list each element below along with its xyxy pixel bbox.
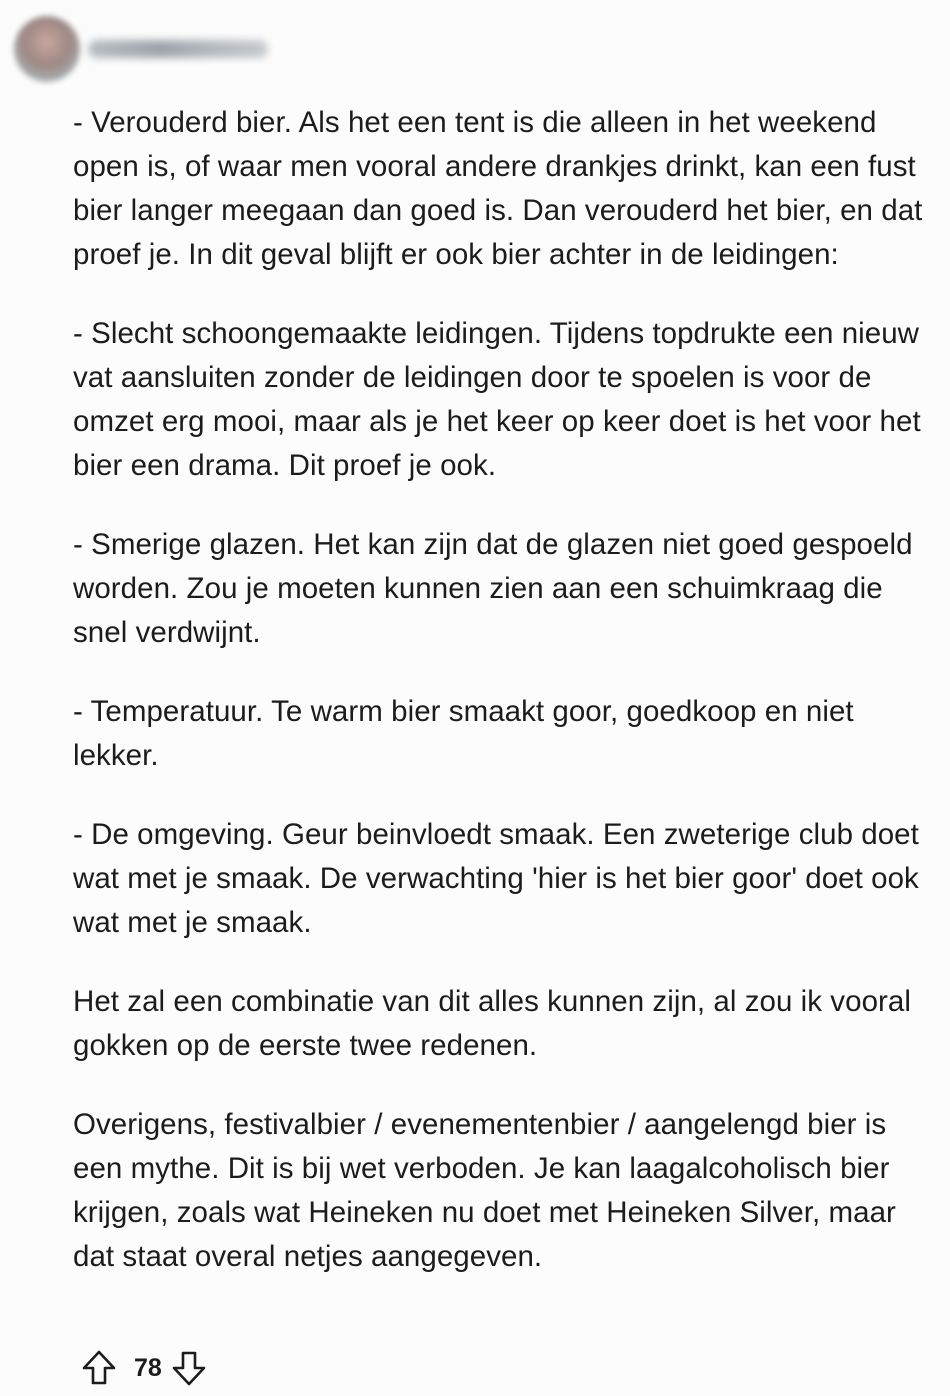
comment-paragraph: - Verouderd bier. Als het een tent is die alleen in het weekend open is, of waar men vooral andere drankjes drinkt, kan een fust bier langer meegaan dan goed is. Dan verouderd het bier, en dat proef je. In dit geval blijft er ook bier achter in de leidingen: <box>73 106 923 271</box>
comment-paragraph: Het zal een combinatie van dit alles kunnen zijn, al zou ik vooral gokken op de eerste twee redenen. <box>73 985 911 1062</box>
arrow-down-icon <box>172 1350 206 1386</box>
comment-paragraph: - Smerige glazen. Het kan zijn dat de glazen niet goed gespoeld worden. Zou je moeten kunnen zien aan een schuimkraag die snel verdwijnt. <box>73 528 913 649</box>
comment-body <box>73 101 933 1279</box>
comment-paragraph: - Slecht schoongemaakte leidingen. Tijdens topdrukte een nieuw vat aansluiten zonder de leidingen door te spoelen is voor de omzet erg mooi, maar als je het keer op keer doet is het voor het bier een drama. Dit proef je ook. <box>73 317 921 482</box>
comment-paragraph: - Temperatuur. Te warm bier smaakt goor, goedkoop en niet lekker. <box>73 695 854 772</box>
comment-paragraph: Overigens, festivalbier / evenementenbier / aangelengd bier is een mythe. Dit is bij wet verboden. Je kan laagalcoholisch bier krijgen, zoals wat Heineken nu doet met Heineken Silver, maar dat staat overal netjes aangegeven. <box>73 1108 896 1273</box>
vote-bar <box>80 1346 208 1390</box>
comment-paragraph: - De omgeving. Geur beinvloedt smaak. Een zweterige club doet wat met je smaak. De verwachting 'hier is het bier goor' doet ook wat met je smaak. <box>73 818 919 939</box>
upvote-button[interactable] <box>80 1349 118 1387</box>
arrow-up-icon <box>82 1350 116 1386</box>
username[interactable] <box>88 40 268 58</box>
downvote-button[interactable] <box>170 1349 208 1387</box>
avatar[interactable] <box>14 16 80 82</box>
vote-score: 78 <box>134 1353 162 1382</box>
comment-header <box>14 14 268 84</box>
